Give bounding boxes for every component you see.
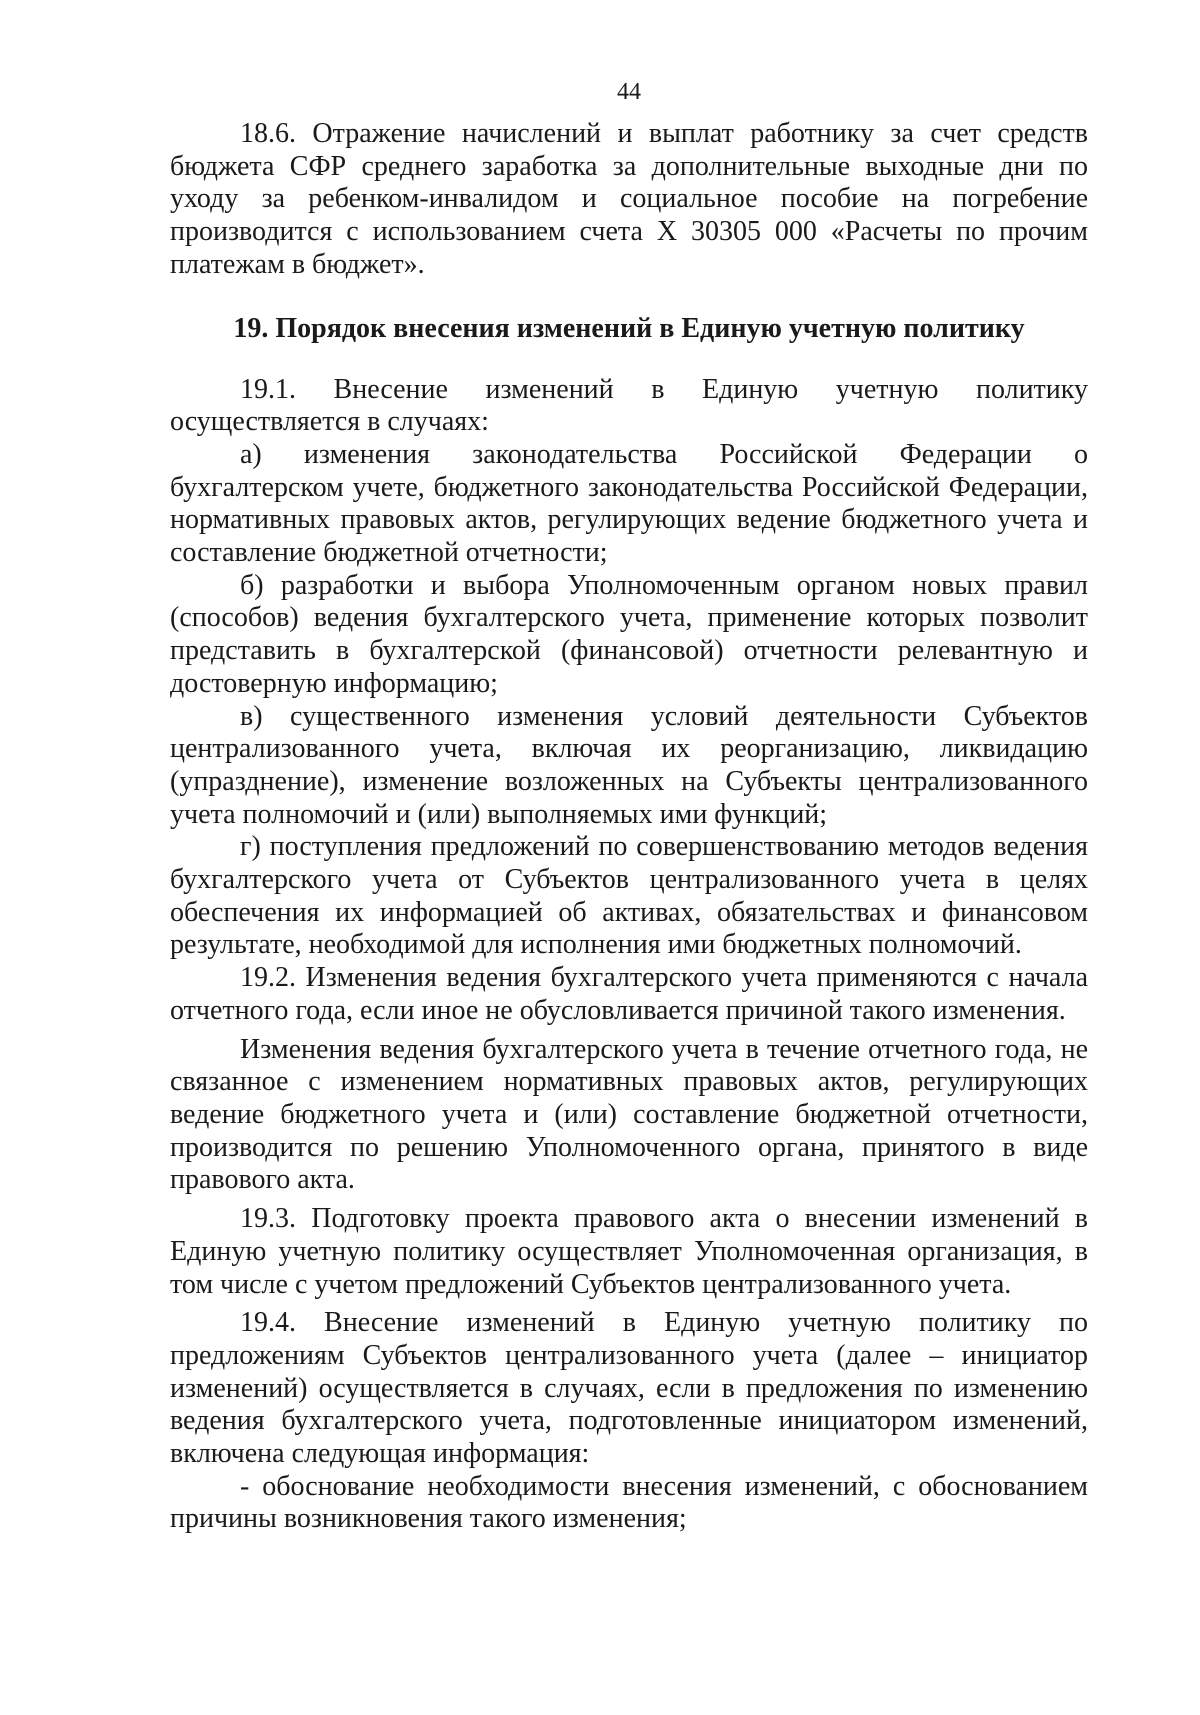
page-number: 44: [617, 79, 641, 105]
list-item-b: б) разработки и выбора Уполномоченным органом новых правил (способов) ведения бухгалтерского учета, применение которых позволит представить в бухгалтерской (финансовой) отчетности релевантную и достоверную информацию;: [170, 569, 1088, 699]
paragraph-19-4: 19.4. Внесение изменений в Единую учетную политику по предложениям Субъектов централизованного учета (далее – инициатор изменений) осуществляется в случаях, если в предложения по изменению ведения бухгалтерского учета, подготовленные инициатором изменений, включена следующая информация:: [170, 1307, 1088, 1470]
paragraph-19-3: 19.3. Подготовку проекта правового акта о внесении изменений в Единую учетную политику осуществляет Уполномоченная организация, в том числе с учетом предложений Субъектов централизованного учета.: [170, 1203, 1088, 1300]
list-item-g: г) поступления предложений по совершенствованию методов ведения бухгалтерского учета от Субъектов централизованного учета в целях обеспечения их информацией об активах, обязательствах и финансовом результате, необходимой для исполнения ими бюджетных полномочий.: [170, 831, 1088, 961]
bullet-item-1: - обоснование необходимости внесения изменений, с обоснованием причины возникновения такого изменения;: [170, 1470, 1088, 1535]
paragraph-18-6: 18.6. Отражение начислений и выплат работнику за счет средств бюджета СФР среднего заработка за дополнительные выходные дни по уходу за ребенком-инвалидом и социальное пособие на погребение производится с использованием счета Х 30305 000 «Расчеты по прочим платежам в бюджет».: [170, 118, 1088, 280]
document-page: [170, 76, 1088, 1536]
paragraph-19-1: 19.1. Внесение изменений в Единую учетную политику осуществляется в случаях:: [170, 373, 1088, 438]
section-19-heading: 19. Порядок внесения изменений в Единую учетную политику: [233, 312, 1025, 344]
list-item-v: в) существенного изменения условий деятельности Субъектов централизованного учета, включая их реорганизацию, ликвидацию (упразднение), изменение возложенных на Субъекты централизованного учета полномочий и (или) выполняемых ими функций;: [170, 700, 1088, 830]
list-item-a: а) изменения законодательства Российской Федерации о бухгалтерском учете, бюджетного законодательства Российской Федерации, нормативных правовых актов, регулирующих ведение бюджетного учета и составление бюджетной отчетности;: [170, 438, 1088, 569]
paragraph-19-2: 19.2. Изменения ведения бухгалтерского учета применяются с начала отчетного года, если иное не обусловливается причиной такого изменения.: [170, 962, 1088, 1026]
paragraph-19-2-continuation: Изменения ведения бухгалтерского учета в течение отчетного года, не связанное с изменением нормативных правовых актов, регулирующих ведение бюджетного учета и (или) составление бюджетной отчетности, производится по решению Уполномоченного органа, принятого в виде правового акта.: [170, 1033, 1088, 1196]
